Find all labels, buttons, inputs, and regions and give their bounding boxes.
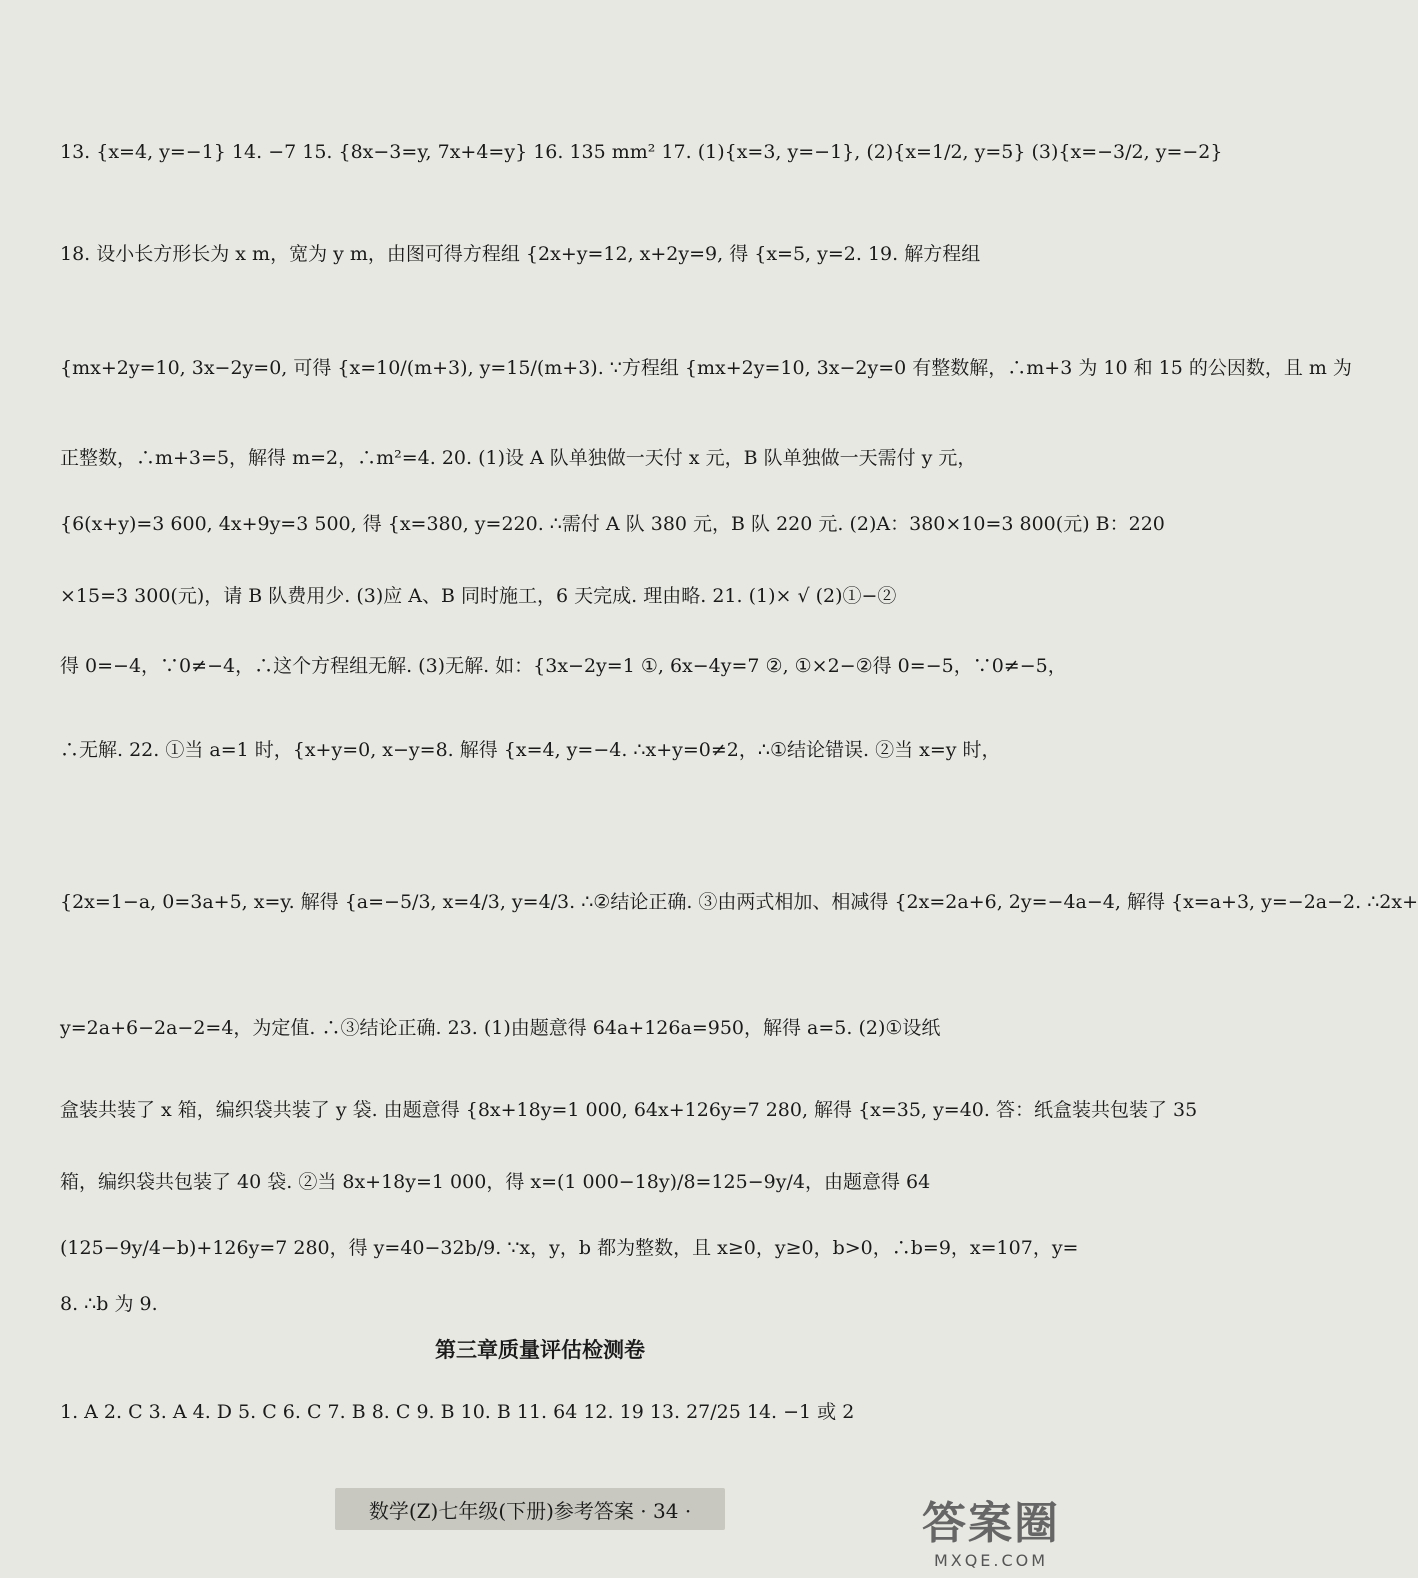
line-11: 盒装共装了 x 箱，编织袋共装了 y 袋. 由题意得 {8x+18y=1 000, 64x+126y=7 280, 解得 {x=35, y=40. 答：纸盒装共包装了 35 — [60, 1099, 1198, 1121]
line-2: 18. 设小长方形长为 x m，宽为 y m，由图可得方程组 {2x+y=12, x+2y=9, 得 {x=5, y=2. 19. 解方程组 — [60, 243, 981, 265]
section-title: 第三章质量评估检测卷 — [435, 1338, 645, 1362]
line-4: 正整数，∴m+3=5，解得 m=2，∴m²=4. 20. (1)设 A 队单独做一天付 x 元，B 队单独做一天需付 y 元， — [60, 447, 977, 469]
line-8: ∴无解. 22. ①当 a=1 时，{x+y=0, x−y=8. 解得 {x=4, y=−4. ∴x+y=0≠2，∴①结论错误. ②当 x=y 时， — [60, 739, 1001, 761]
line-9: {2x=1−a, 0=3a+5, x=y. 解得 {a=−5/3, x=4/3, y=4/3. ∴②结论正确. ③由两式相加、相减得 {2x=2a+6, 2y=−4a−4, 解得 {x=a+3, y=−2a−2. ∴2x+ — [60, 891, 1418, 913]
footer-text: 数学(Z)七年级(下册)参考答案 · 34 · — [368, 1498, 692, 1523]
watermark-sub: MXQE.COM — [933, 1551, 1049, 1570]
line-3: {mx+2y=10, 3x−2y=0, 可得 {x=10/(m+3), y=15/(m+3). ∵方程组 {mx+2y=10, 3x−2y=0 有整数解，∴m+3 为 10 和 15 的公因数，且 m 为 — [60, 357, 1352, 379]
line-13: (125−9y/4−b)+126y=7 280，得 y=40−32b/9. ∵x，y，b 都为整数，且 x≥0，y≥0，b>0，∴b=9，x=107，y= — [60, 1237, 1079, 1259]
line-1: 13. {x=4, y=−1} 14. −7 15. {8x−3=y, 7x+4=y} 16. 135 mm² 17. (1){x=3, y=−1}, (2){x=1/2, y=5} (3){x=−3/2, y=−2} — [60, 141, 1223, 163]
line-6: ×15=3 300(元)，请 B 队费用少. (3)应 A、B 同时施工，6 天完成. 理由略. 21. (1)× √ (2)①−② — [60, 585, 897, 607]
page-footer — [335, 1488, 725, 1530]
watermark-main: 答案圈 — [922, 1498, 1060, 1549]
answers-line: 1. A 2. C 3. A 4. D 5. C 6. C 7. B 8. C 9. B 10. B 11. 64 12. 19 13. 27/25 14. −1 或 2 — [60, 1401, 855, 1423]
line-10: y=2a+6−2a−2=4，为定值. ∴③结论正确. 23. (1)由题意得 64a+126a=950，解得 a=5. (2)①设纸 — [60, 1017, 941, 1039]
line-7: 得 0=−4，∵0≠−4，∴这个方程组无解. (3)无解. 如：{3x−2y=1 ①, 6x−4y=7 ②, ①×2−②得 0=−5，∵0≠−5， — [60, 655, 1067, 677]
line-12: 箱，编织袋共包装了 40 袋. ②当 8x+18y=1 000，得 x=(1 000−18y)/8=125−9y/4，由题意得 64 — [60, 1171, 931, 1193]
site-watermark — [922, 1487, 1060, 1570]
line-5: {6(x+y)=3 600, 4x+9y=3 500, 得 {x=380, y=220. ∴需付 A 队 380 元，B 队 220 元. (2)A：380×10=3 800(元) B：220 — [60, 513, 1165, 535]
line-14: 8. ∴b 为 9. — [60, 1293, 158, 1315]
